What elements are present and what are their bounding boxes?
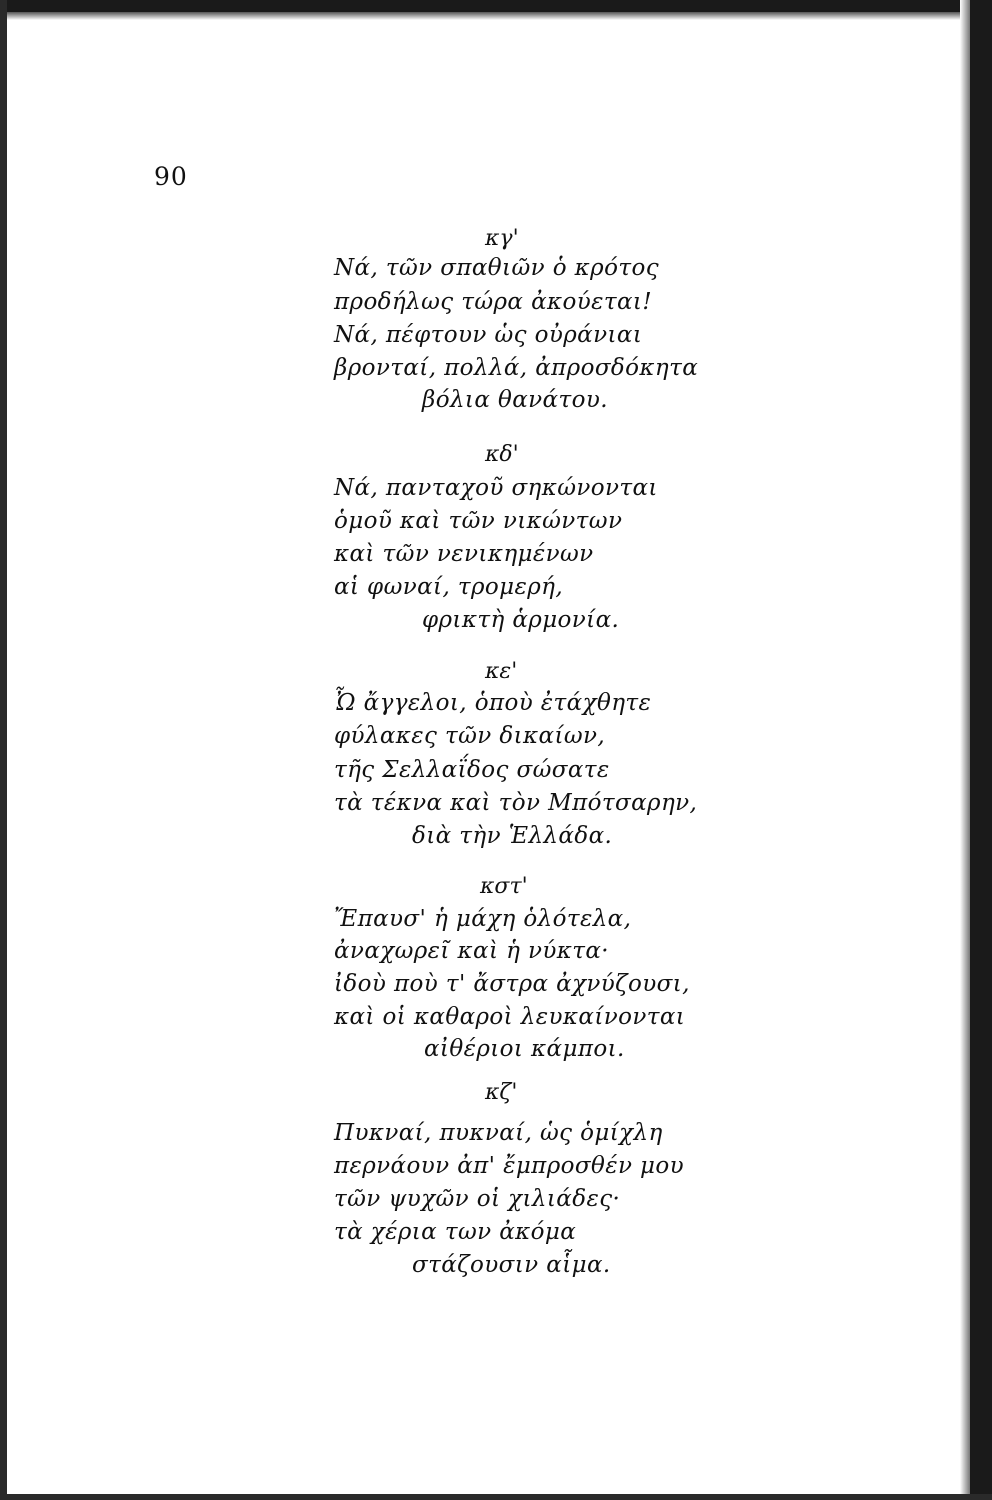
verse-line: ὁμοῦ καὶ τῶν νικώντων xyxy=(334,508,623,534)
scan-edge-right xyxy=(970,0,992,1500)
stanza-number: κδ' xyxy=(485,442,519,467)
verse-line: τῆς Σελλαΐδος σώσατε xyxy=(334,757,610,783)
scan-edge-top xyxy=(0,0,992,12)
verse-line: αἱ φωναί, τρομερή, xyxy=(334,574,564,600)
page-number: 90 xyxy=(154,162,188,191)
scan-edge-bottom xyxy=(0,1494,992,1500)
scan-shadow-top xyxy=(0,12,992,20)
verse-line: Ὦ ἄγγελοι, ὁποὺ ἐτάχθητε xyxy=(334,690,652,716)
verse-line: φρικτὴ ἁρμονία. xyxy=(422,607,620,633)
verse-line: καὶ τῶν νενικημένων xyxy=(334,541,594,567)
stanza-number: κζ' xyxy=(485,1080,518,1105)
verse-line: τῶν ψυχῶν οἱ χιλιάδες· xyxy=(334,1186,621,1212)
verse-line: βρονταί, πολλά, ἀπροσδόκητα xyxy=(334,355,699,381)
verse-line: φύλακες τῶν δικαίων, xyxy=(334,723,606,749)
verse-line: Νά, πανταχοῦ σηκώνονται xyxy=(334,475,658,501)
verse-line: Νά, τῶν σπαθιῶν ὁ κρότος xyxy=(334,255,659,281)
verse-line: ἀναχωρεῖ καὶ ἡ νύκτα· xyxy=(334,938,609,964)
verse-line: Νά, πέφτουν ὡς οὐράνιαι xyxy=(334,322,643,348)
verse-line: διὰ τὴν Ἑλλάδα. xyxy=(412,823,613,849)
stanza-number: κγ' xyxy=(485,226,519,251)
scan-edge-left xyxy=(0,0,7,1500)
verse-line: τὰ χέρια των ἀκόμα xyxy=(334,1219,577,1245)
scan-shadow-right xyxy=(960,0,970,1500)
stanza-number: κστ' xyxy=(480,874,528,899)
verse-line: περνάουν ἀπ' ἔμπροσθέν μου xyxy=(334,1153,685,1179)
verse-line: ἰδοὺ ποὺ τ' ἄστρα ἀχνύζουσι, xyxy=(334,971,690,997)
verse-line: καὶ οἱ καθαροὶ λευκαίνονται xyxy=(334,1004,686,1030)
stanza-number: κε' xyxy=(485,659,518,684)
verse-line: Ἔπαυσ' ἡ μάχη ὁλότελα, xyxy=(334,906,632,932)
verse-line: προδήλως τώρα ἀκούεται! xyxy=(334,289,652,315)
verse-line: αἰθέριοι κάμποι. xyxy=(424,1036,625,1062)
verse-line: Πυκναί, πυκναί, ὡς ὁμίχλη xyxy=(334,1120,663,1146)
verse-line: τὰ τέκνα καὶ τὸν Μπότσαρην, xyxy=(334,790,698,816)
verse-line: στάζουσιν αἷμα. xyxy=(412,1252,611,1278)
verse-line: βόλια θανάτου. xyxy=(422,387,608,413)
